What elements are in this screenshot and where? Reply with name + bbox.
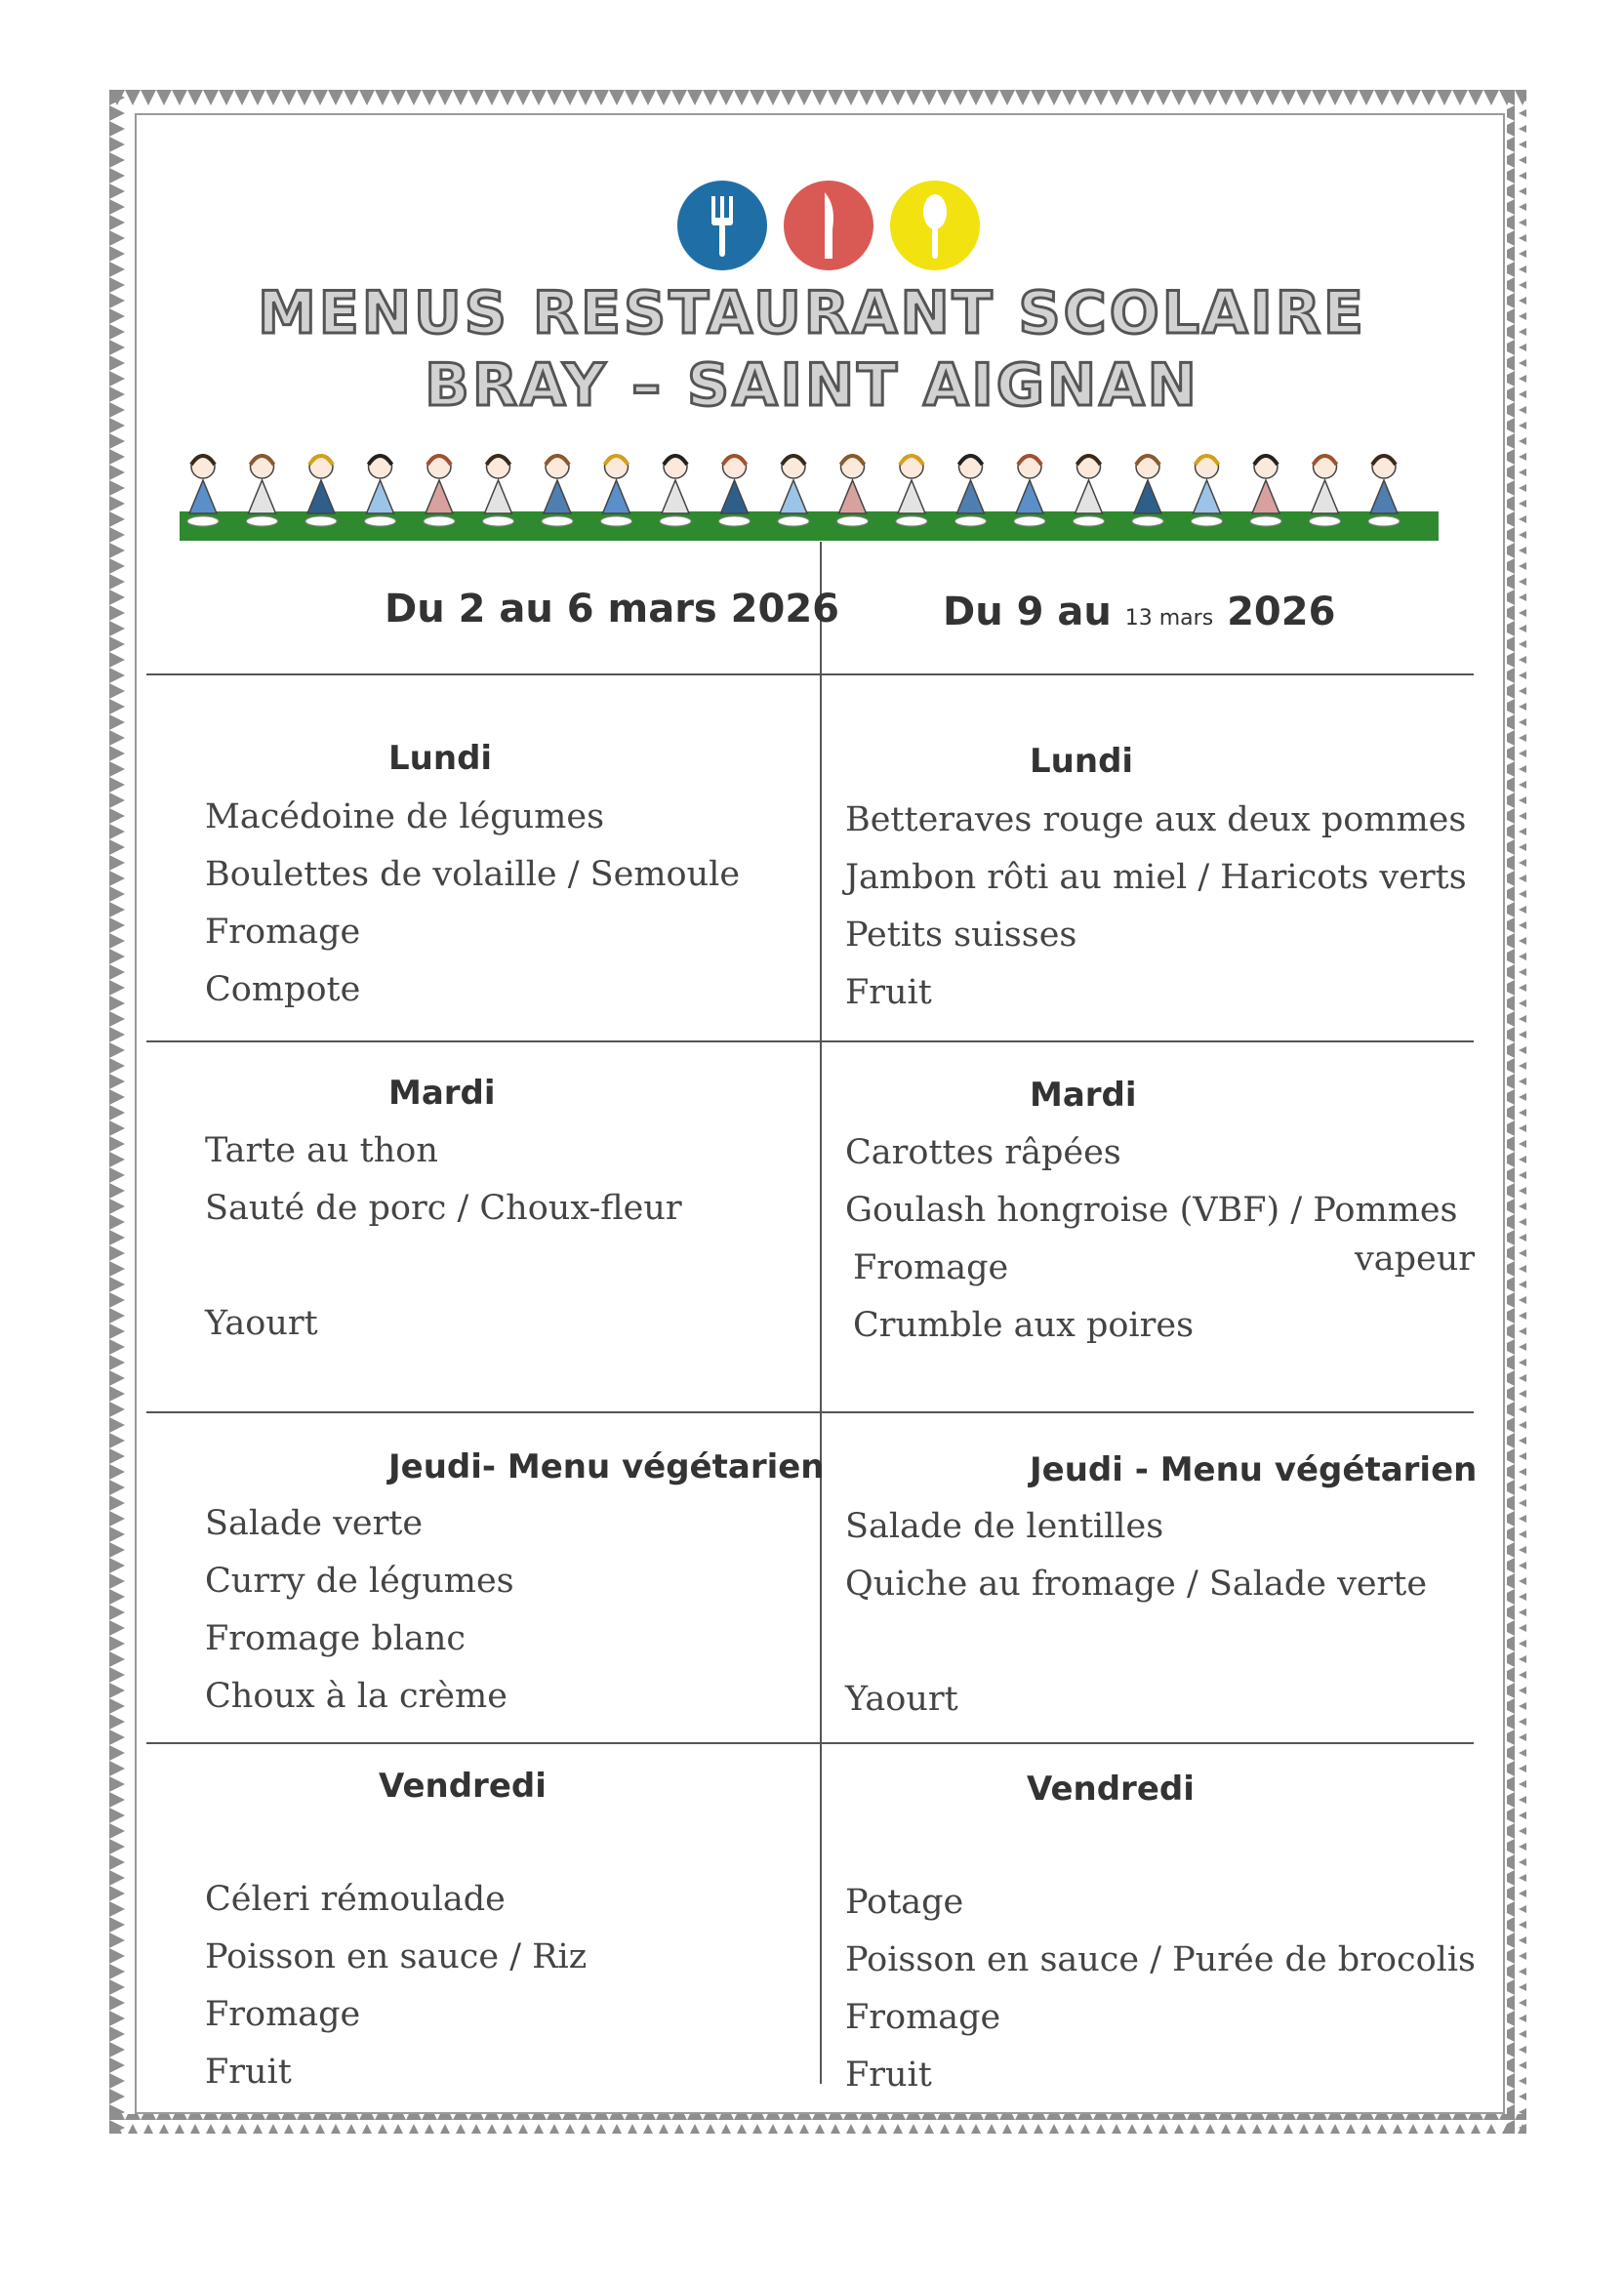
menu-item: Fromage xyxy=(205,913,361,952)
week-2-label-end: 2026 xyxy=(1213,590,1336,634)
week-1-label: Du 2 au 6 mars 2026 xyxy=(385,587,839,631)
row-divider xyxy=(146,1411,1474,1413)
day-heading: Jeudi- Menu végétarien xyxy=(388,1447,825,1486)
menu-item xyxy=(845,1816,1476,1874)
menu-item: Poisson en sauce / Purée de brocolis xyxy=(845,1940,1477,1979)
day-heading: Mardi xyxy=(388,1074,496,1113)
menu-item-continuation: vapeur xyxy=(1355,1240,1476,1279)
day-heading: Lundi xyxy=(388,739,493,778)
menu-list xyxy=(845,1498,1427,1729)
row-divider xyxy=(146,1040,1474,1042)
menu-list xyxy=(205,789,740,1019)
menu-item: Fromage xyxy=(205,1995,361,2034)
menu-item: Quiche au fromage / Salade verte xyxy=(845,1565,1428,1604)
menu-item: Jambon rôti au miel / Haricots verts xyxy=(845,858,1467,897)
menu-item: Fruit xyxy=(845,973,932,1012)
menu-item: Sauté de porc / Choux-fleur xyxy=(205,1189,682,1228)
spoon-icon xyxy=(888,179,982,272)
menu-item: Céleri rémoulade xyxy=(205,1880,506,1919)
menu-list xyxy=(205,1813,587,2101)
knife-icon xyxy=(782,179,875,272)
menu-item: Petits suisses xyxy=(845,916,1077,955)
menu-item xyxy=(845,1613,1427,1671)
menu-item: Poisson en sauce / Riz xyxy=(205,1937,588,1976)
menu-item: Fromage blanc xyxy=(205,1619,466,1658)
menu-item: Yaourt xyxy=(205,1304,318,1343)
menu-item: Goulash hongroise (VBF) / Pommes xyxy=(845,1191,1458,1230)
day-heading: Vendredi xyxy=(379,1767,547,1806)
menu-item: Salade verte xyxy=(205,1504,424,1543)
row-divider xyxy=(146,1742,1474,1744)
menu-item: Crumble aux poires xyxy=(853,1306,1195,1345)
children-at-table-illustration xyxy=(180,441,1439,545)
menu-item: Potage xyxy=(845,1883,964,1922)
menu-item: Fromage xyxy=(853,1248,1009,1287)
menu-list xyxy=(205,1495,514,1726)
column-divider xyxy=(820,542,822,2084)
menu-item xyxy=(205,1238,682,1295)
menu-item: Macédoine de légumes xyxy=(205,797,605,836)
menu-item: Betteraves rouge aux deux pommes xyxy=(845,800,1467,839)
day-heading: Lundi xyxy=(1030,742,1134,781)
week-2-heading xyxy=(943,590,1335,634)
week-2-label-start: Du 9 au xyxy=(943,590,1125,634)
menu-item: Yaourt xyxy=(845,1680,958,1719)
week-2-label-small: 13 mars xyxy=(1124,606,1214,631)
menu-item: Tarte au thon xyxy=(205,1131,438,1170)
menu-list xyxy=(205,1122,682,1353)
day-heading: Vendredi xyxy=(1027,1770,1195,1809)
fork-icon xyxy=(675,179,769,272)
menu-item xyxy=(205,1813,587,1871)
title-line-1: MENUS RESTAURANT SCOLAIRE xyxy=(258,279,1366,347)
menu-list xyxy=(845,792,1467,1022)
menu-item: Curry de légumes xyxy=(205,1562,514,1601)
day-heading: Mardi xyxy=(1030,1076,1137,1115)
menu-item: Fruit xyxy=(845,2056,932,2095)
menu-item: Fromage xyxy=(845,1998,1001,2037)
row-divider xyxy=(146,673,1474,675)
title-line-2: BRAY – SAINT AIGNAN xyxy=(425,351,1199,420)
menu-item: Choux à la crème xyxy=(205,1677,508,1716)
menu-item: Fruit xyxy=(205,2053,292,2092)
menu-item: Boulettes de volaille / Semoule xyxy=(205,855,741,894)
week-1-heading xyxy=(385,587,839,631)
day-heading: Jeudi - Menu végétarien xyxy=(1030,1450,1478,1489)
menu-item: Carottes râpées xyxy=(845,1133,1121,1172)
menu-list xyxy=(845,1816,1476,2104)
menu-item: Compote xyxy=(205,970,361,1009)
menu-item: Salade de lentilles xyxy=(845,1507,1164,1546)
